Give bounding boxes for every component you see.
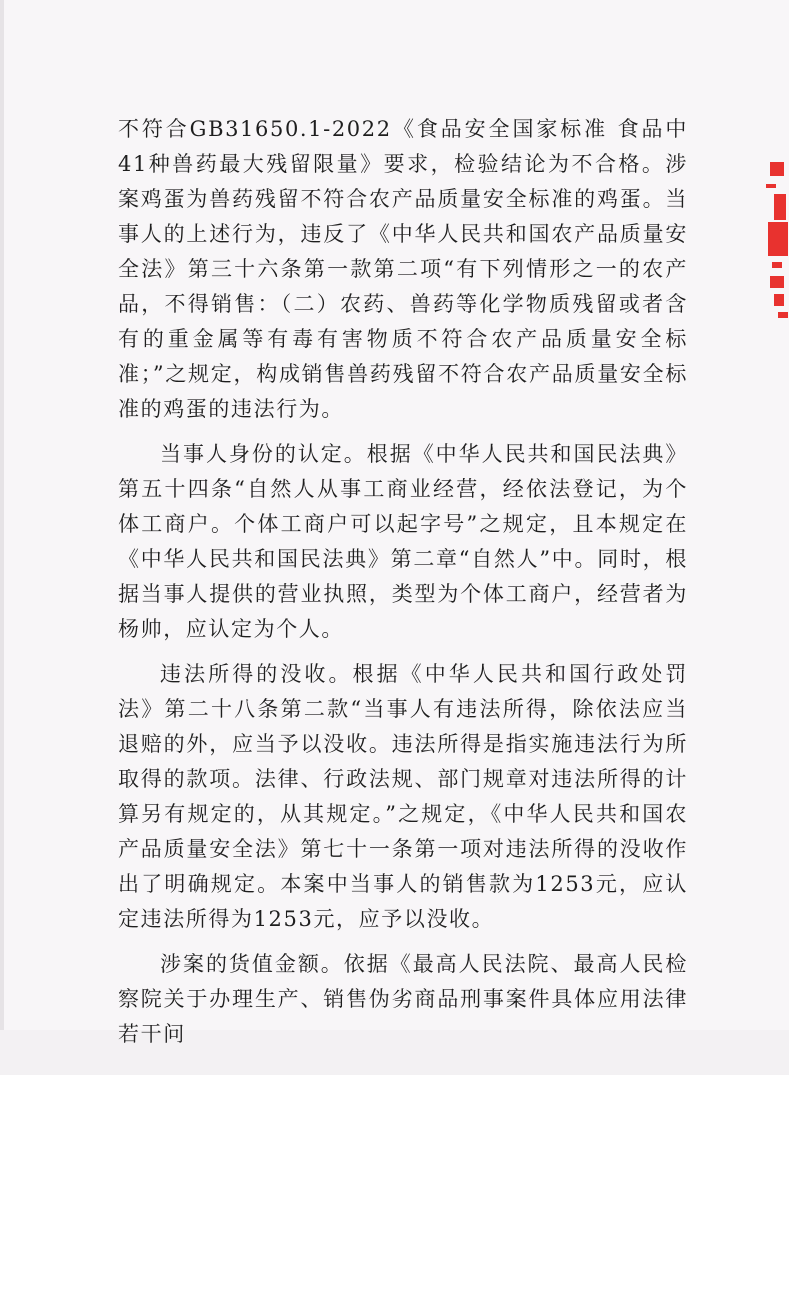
paragraph-illegal-gains: 违法所得的没收。根据《中华人民共和国行政处罚法》第二十八条第二款“当事人有违法所得，除依法应当退赔的外，应当予以没收。违法所得是指实施违法行为所取得的款项。法律、行政法规、部门规章对违法所得的计算另有规定的，从其规定。”之规定，《中华人民共和国农产品质量安全法》第七十一条第一项对违法所得的没收作出了明确规定。本案中当事人的销售款为1253元，应认定违法所得为1253元，应予以没收。 (118, 662, 688, 931)
paragraph-goods-value: 涉案的货值金额。依据《最高人民法院、最高人民检察院关于办理生产、销售伪劣商品刑事案件具体应用法律若干问 (118, 952, 688, 1046)
seal-mark (770, 276, 784, 288)
seal-mark (774, 294, 784, 306)
page-left-edge (0, 0, 4, 1075)
seal-mark (768, 222, 788, 256)
paragraph-party-identity: 当事人身份的认定。根据《中华人民共和国民法典》第五十四条“自然人从事工商业经营，经依法登记，为个体工商户。个体工商户可以起字号”之规定，且本规定在《中华人民共和国民法典》第二章“自然人”中。同时，根据当事人提供的营业执照，类型为个体工商户，经营者为杨帅，应认定为个人。 (118, 442, 688, 641)
paragraph-violation-finding: 不符合GB31650.1-2022《食品安全国家标准 食品中41种兽药最大残留限量》要求，检验结论为不合格。涉案鸡蛋为兽药残留不符合农产品质量安全标准的鸡蛋。当事人的上述行为，违反了《中华人民共和国农产品质量安全法》第三十六条第一款第二项“有下列情形之一的农产品，不得销售：（二）农药、兽药等化学物质残留或者含有的重金属等有毒有害物质不符合农产品质量安全标准；”之规定，构成销售兽药残留不符合农产品质量安全标准的鸡蛋的违法行为。 (118, 117, 688, 421)
seal-mark (766, 184, 776, 188)
document-body (118, 112, 688, 1062)
seal-mark (774, 194, 786, 220)
seal-mark (778, 312, 788, 318)
red-seal-fragment (762, 162, 789, 322)
seal-mark (770, 162, 784, 176)
seal-mark (772, 262, 782, 268)
